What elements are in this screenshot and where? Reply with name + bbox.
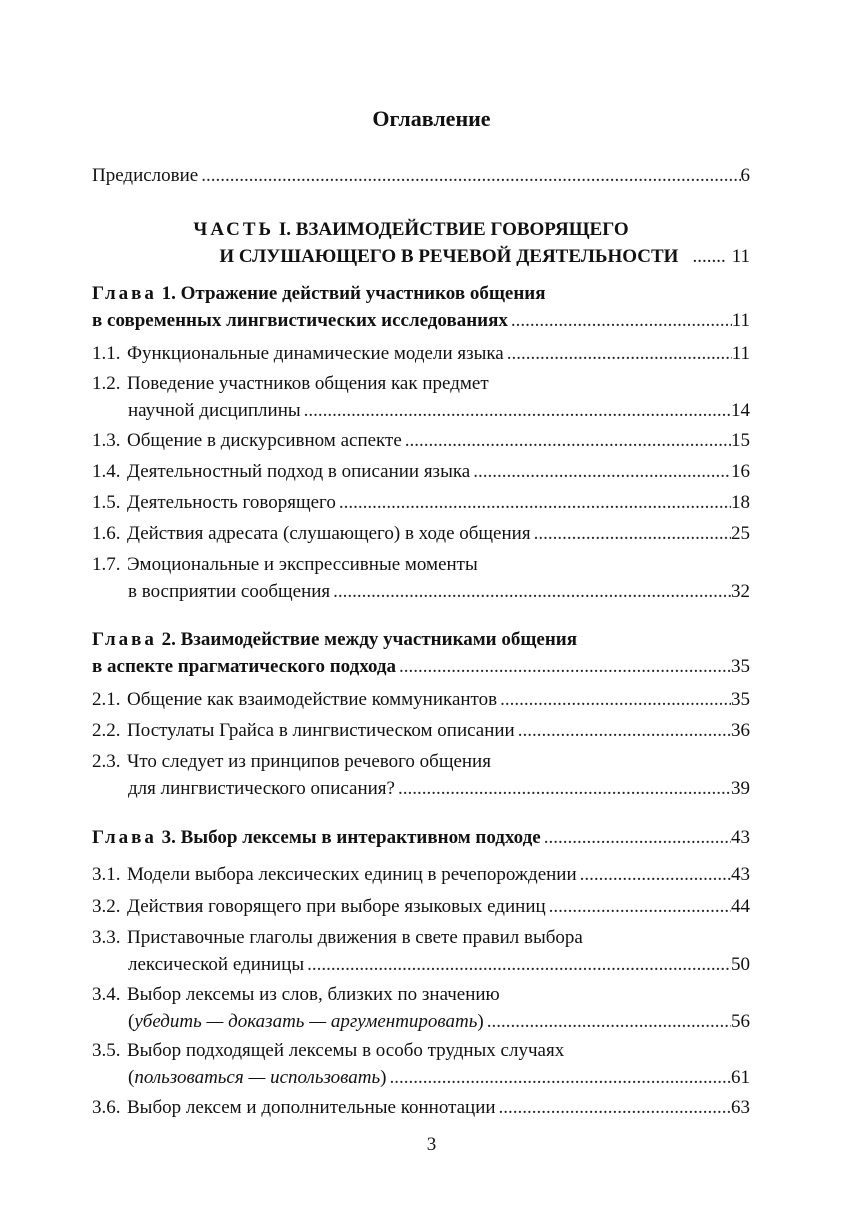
section-title: Выбор лексем и дополнительные коннотации	[127, 1097, 496, 1118]
dot-leader	[484, 1008, 731, 1035]
dot-leader	[330, 578, 731, 605]
section-number: 3.4.	[92, 984, 121, 1005]
chapter-title-line2: в современных лингвистических исследованиях	[92, 310, 508, 331]
page-ref: 43	[731, 864, 750, 885]
section-number: 3.1.	[92, 864, 121, 885]
section-number: 1.1.	[92, 343, 121, 364]
page-ref: 14	[731, 400, 750, 421]
section-number: 1.4.	[92, 461, 121, 482]
section-title: Деятельность говорящего	[127, 492, 336, 513]
dot-leader	[546, 893, 731, 920]
page-ref: 44	[731, 896, 750, 917]
toc-section-3-4[interactable]	[92, 981, 750, 1035]
section-title-line1: Поведение участников общения как предмет	[127, 373, 489, 394]
toc-part-1[interactable]	[92, 216, 750, 270]
part-prefix: ЧАСТЬ	[193, 219, 275, 240]
section-number: 2.2.	[92, 720, 121, 741]
toc-section-3-6[interactable]	[92, 1094, 750, 1121]
page-ref: 50	[731, 954, 750, 975]
toc-section-1-6[interactable]	[92, 520, 750, 547]
page-ref: 32	[731, 581, 750, 602]
toc-section-1-3[interactable]	[92, 427, 750, 454]
section-title: Действия адресата (слушающего) в ходе общения	[127, 523, 531, 544]
toc-section-3-5[interactable]	[92, 1037, 750, 1091]
section-title-examples: пользоваться — использовать	[134, 1067, 381, 1088]
section-title-examples: убедить — доказать — аргументировать	[134, 1011, 478, 1032]
section-title: Действия говорящего при выборе языковых единиц	[127, 896, 546, 917]
dot-leader	[515, 717, 731, 744]
page-ref: 56	[731, 1011, 750, 1032]
toc-chapter-3[interactable]	[92, 824, 750, 851]
page-ref: 35	[731, 689, 750, 710]
paren-open: (	[128, 1067, 135, 1088]
section-number: 3.2.	[92, 896, 121, 917]
section-title: Функциональные динамические модели языка	[127, 343, 504, 364]
section-number: 3.6.	[92, 1097, 121, 1118]
paren-close: )	[380, 1067, 387, 1088]
dot-leader	[577, 861, 731, 888]
page-number: 3	[426, 1134, 437, 1155]
chapter-title-line2: в аспекте прагматического подхода	[92, 656, 397, 677]
section-number: 3.5.	[92, 1040, 121, 1061]
page-ref: 36	[731, 720, 750, 741]
toc-section-1-5[interactable]	[92, 489, 750, 516]
toc-section-2-1[interactable]	[92, 686, 750, 713]
dot-leader	[336, 489, 731, 516]
page-ref: 43	[731, 827, 750, 848]
section-title: Общение как взаимодействие коммуникантов	[127, 689, 498, 710]
dot-leader	[301, 397, 731, 424]
section-title: Постулаты Грайса в лингвистическом описании	[127, 720, 515, 741]
chapter-prefix: Глава	[92, 827, 157, 848]
page-ref: 25	[731, 523, 750, 544]
dot-leader	[396, 653, 731, 680]
chapter-title-line1: 2. Взаимодействие между участниками общения	[161, 629, 578, 650]
toc-section-1-4[interactable]	[92, 458, 750, 485]
section-number: 1.2.	[92, 373, 121, 394]
toc-chapter-2[interactable]	[92, 626, 750, 680]
section-title: Модели выбора лексических единиц в речепорождении	[127, 864, 577, 885]
page-ref: 16	[731, 461, 750, 482]
dot-leader	[508, 307, 732, 334]
page-ref: 15	[731, 430, 750, 451]
section-number: 2.1.	[92, 689, 121, 710]
paren-open: (	[128, 1011, 135, 1032]
toc-section-1-7[interactable]	[92, 551, 750, 605]
dot-leader	[531, 520, 731, 547]
chapter-prefix: Глава	[92, 283, 157, 304]
page-ref: 61	[731, 1067, 750, 1088]
entry-label: Предисловие	[92, 165, 199, 186]
page-ref: 6	[740, 165, 750, 186]
section-title-line2: в восприятии сообщения	[128, 581, 331, 602]
toc-section-3-2[interactable]	[92, 893, 750, 920]
section-number: 1.3.	[92, 430, 121, 451]
dot-leader	[304, 951, 731, 978]
page-ref: 18	[731, 492, 750, 513]
section-title: Деятельностный подход в описании языка	[127, 461, 471, 482]
section-number: 1.6.	[92, 523, 121, 544]
dot-leader	[496, 1094, 731, 1121]
section-title-line1: Приставочные глаголы движения в свете правил выбора	[127, 927, 583, 948]
section-title-line1: Что следует из принципов речевого общения	[127, 751, 491, 772]
dot-leader: .......	[692, 246, 726, 267]
dot-leader	[395, 775, 731, 802]
part-title-line1: I. ВЗАИМОДЕЙСТВИЕ ГОВОРЯЩЕГО	[278, 219, 629, 240]
section-title-line2: лексической единицы	[128, 954, 305, 975]
dot-leader	[497, 686, 731, 713]
toc-section-1-2[interactable]	[92, 370, 750, 424]
chapter-title-line1: 3. Выбор лексемы в интерактивном подходе	[161, 827, 541, 848]
dot-leader	[402, 427, 731, 454]
section-title-line1: Эмоциональные и экспрессивные моменты	[127, 554, 478, 575]
section-number: 1.5.	[92, 492, 121, 513]
toc-section-1-1[interactable]	[92, 340, 750, 367]
page-ref: 63	[731, 1097, 750, 1118]
section-title-line2: для лингвистического описания?	[128, 778, 395, 799]
toc-section-2-2[interactable]	[92, 717, 750, 744]
chapter-prefix: Глава	[92, 629, 157, 650]
section-title-line1: Выбор лексемы из слов, близких по значению	[127, 984, 500, 1005]
page-ref: 35	[731, 656, 750, 677]
section-title-line2: научной дисциплины	[128, 400, 301, 421]
paren-close: )	[477, 1011, 484, 1032]
toc-section-3-3[interactable]	[92, 924, 750, 978]
toc-section-3-1[interactable]	[92, 861, 750, 888]
dot-leader	[386, 1064, 731, 1091]
toc-section-2-3[interactable]	[92, 748, 750, 802]
dot-leader	[470, 458, 731, 485]
page-title: Оглавление	[372, 106, 491, 131]
dot-leader	[198, 162, 740, 189]
section-title: Общение в дискурсивном аспекте	[127, 430, 402, 451]
part-title-line2: И СЛУШАЮЩЕГО В РЕЧЕВОЙ ДЕЯТЕЛЬНОСТИ	[219, 246, 679, 267]
dot-leader	[504, 340, 732, 367]
page-ref: 39	[731, 778, 750, 799]
toc-chapter-1[interactable]	[92, 280, 750, 334]
dot-leader	[541, 824, 731, 851]
section-number: 1.7.	[92, 554, 121, 575]
section-number: 2.3.	[92, 751, 121, 772]
section-title-line1: Выбор подходящей лексемы в особо трудных случаях	[127, 1040, 565, 1061]
section-number: 3.3.	[92, 927, 121, 948]
page-ref: 11	[731, 310, 750, 331]
toc-entry-preface[interactable]	[92, 162, 750, 189]
chapter-title-line1: 1. Отражение действий участников общения	[161, 283, 546, 304]
page-ref: 11	[731, 343, 750, 364]
page-ref: 11	[731, 246, 750, 267]
